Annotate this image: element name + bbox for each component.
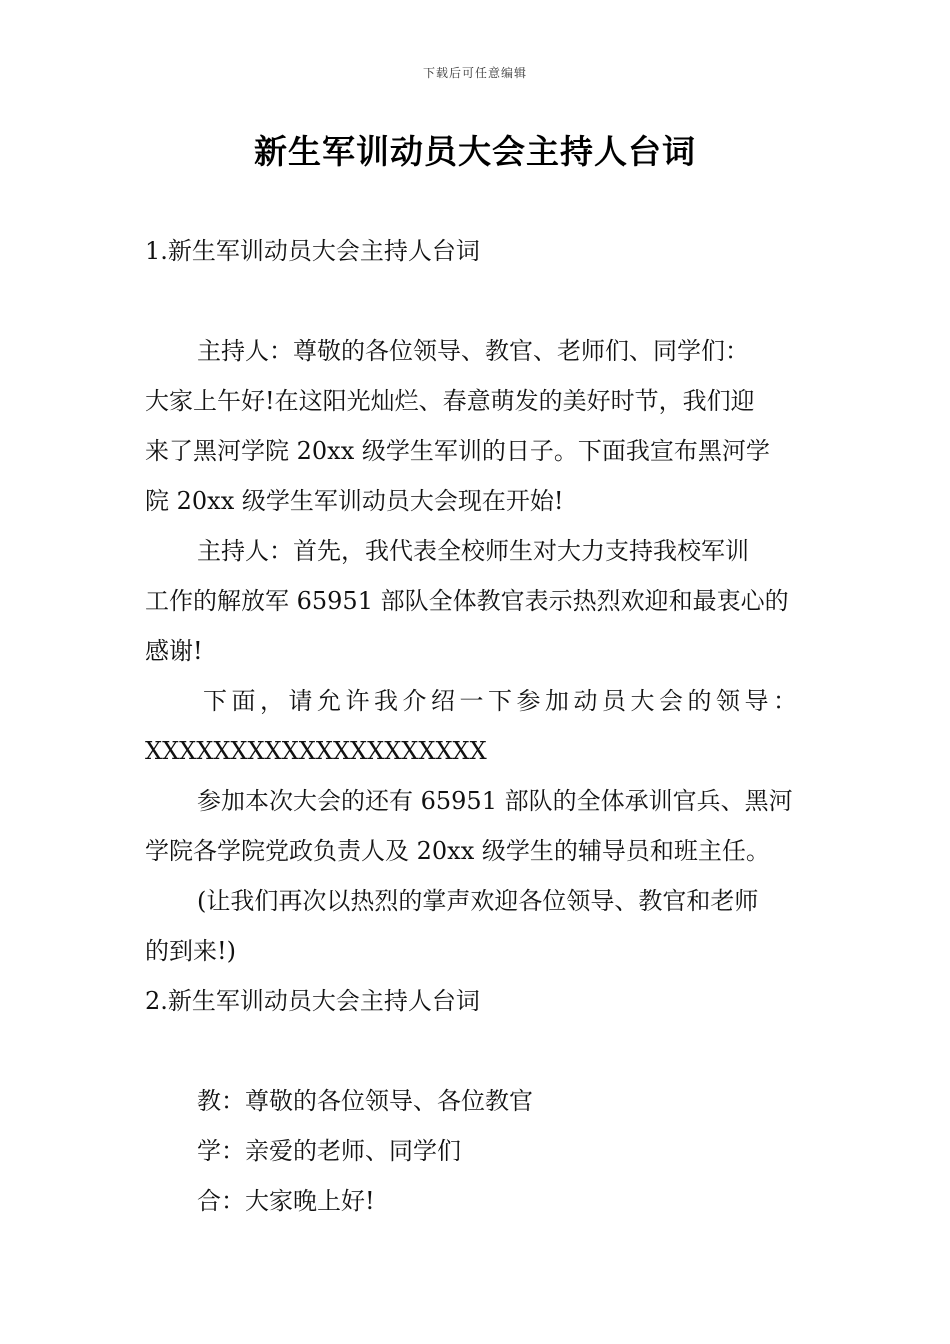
paragraph-line: 的到来!) [145, 937, 237, 965]
section-1-heading: 1.新生军训动员大会主持人台词 [145, 237, 480, 265]
paragraph-line: 主持人：尊敬的各位领导、教官、老师们、同学们： [197, 337, 749, 365]
dialogue-line: 学：亲爱的老师、同学们 [197, 1137, 461, 1165]
paragraph-1 [145, 326, 807, 526]
paragraph-5 [145, 876, 807, 976]
document-body [145, 226, 807, 1226]
document-title: 新生军训动员大会主持人台词 [254, 132, 696, 171]
dialogue-line: 合：大家晚上好! [197, 1187, 375, 1215]
paragraph-line: 感谢! [145, 637, 203, 665]
spacer [145, 276, 807, 326]
paragraph-line: XXXXXXXXXXXXXXXXXXXX [145, 737, 487, 765]
paragraph-4 [145, 776, 807, 876]
spacer [145, 1026, 807, 1076]
paragraph-line: 院 20xx 级学生军训动员大会现在开始! [145, 487, 564, 515]
paragraph-2 [145, 526, 807, 676]
paragraph-line: (让我们再次以热烈的掌声欢迎各位领导、教官和老师 [197, 887, 759, 915]
dialogue-line: 教：尊敬的各位领导、各位教官 [197, 1087, 533, 1115]
paragraph-line: 参加本次大会的还有 65951 部队的全体承训官兵、黑河 [197, 787, 793, 815]
header-note: 下载后可任意编辑 [422, 66, 527, 80]
paragraph-line: 主持人：首先，我代表全校师生对大力支持我校军训 [197, 537, 749, 565]
paragraph-line: 来了黑河学院 20xx 级学生军训的日子。下面我宣布黑河学 [145, 437, 770, 465]
paragraph-line: 工作的解放军 65951 部队全体教官表示热烈欢迎和最衷心的 [145, 587, 789, 615]
paragraph-3 [145, 676, 807, 776]
section-2-heading: 2.新生军训动员大会主持人台词 [145, 987, 480, 1015]
dialogue-block [145, 1076, 807, 1226]
paragraph-line: 大家上午好!在这阳光灿烂、春意萌发的美好时节，我们迎 [145, 387, 755, 415]
paragraph-line: 下面，请允许我介绍一下参加动员大会的领导： [203, 687, 802, 715]
paragraph-line: 学院各学院党政负责人及 20xx 级学生的辅导员和班主任。 [145, 837, 770, 865]
